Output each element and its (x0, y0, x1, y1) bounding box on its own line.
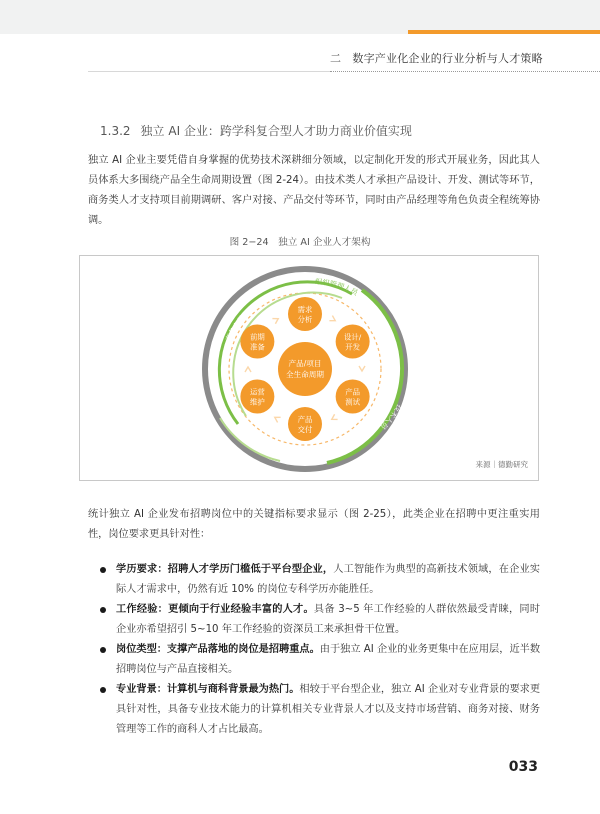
lifecycle-node (288, 407, 322, 441)
lifecycle-node (240, 380, 274, 414)
flow-arrow-icon (273, 415, 280, 423)
item-lead: 岗位类型：支撑产品落地的岗位是招聘重点。 (116, 644, 320, 655)
list-item (100, 560, 540, 600)
lifecycle-node (288, 297, 322, 331)
lifecycle-node-label: 产品 (297, 415, 313, 424)
intro-paragraph: 独立 AI 企业主要凭借自身掌握的优势技术深耕细分领域，以定制化开发的形式开展业务，因此其人员体系大多围绕产品全生命周期设置（图 2-24）。由技术类人才承担产品设计、开发、测试等环节，商务类人才支持项目前期调研、客户对接、产品交付等环节，同时由产品经理等角色负责全程统筹协调。 (88, 155, 540, 226)
item-text: 由于独立 AI 企业的业务更集中在应用层，近半数招聘岗位与产品直接相关。 (116, 644, 541, 675)
lifecycle-node-label: 测试 (345, 397, 361, 407)
center-node (278, 342, 332, 396)
figure-source: 来源｜德勤研究 (475, 460, 528, 469)
list-item (100, 600, 540, 640)
top-banner (0, 0, 600, 34)
item-text: 人工智能作为典型的高新技术领域，在企业实际人才需求中，仍然有近 10% 的岗位专科学历亦能胜任。 (116, 564, 540, 595)
figure-caption: 图 2−24 独立 AI 企业人才架构 (229, 237, 371, 248)
lifecycle-node-label: 开发 (345, 342, 361, 352)
item-lead: 专业背景：计算机与商科背景最为热门。 (116, 684, 300, 695)
item-lead: 工作经验：更倾向于行业经验丰富的人才。 (116, 604, 314, 615)
header-divider (88, 71, 330, 72)
arc-label-technical: 技术人员 (378, 402, 404, 432)
section-number: 1.3.2 (100, 124, 131, 138)
lifecycle-node-label: 准备 (249, 342, 265, 352)
lifecycle-node-label: 前期 (249, 332, 265, 342)
lifecycle-node (336, 325, 370, 359)
lifecycle-node-label: 产品 (345, 387, 361, 397)
center-label-line2: 全生命周期 (286, 370, 324, 379)
list-item (100, 640, 540, 680)
lifecycle-node-label: 设计/ (343, 332, 362, 342)
item-text: 相较于平台型企业，独立 AI 企业对专业背景的要求更具针对性，具备专业技术能力的计算机相关专业背景人才以及支持市场营销、商务对接、财务管理等工作的商科人才占比最高。 (116, 684, 541, 735)
flow-arrow-icon (272, 316, 279, 324)
lifecycle-node (336, 380, 370, 414)
lifecycle-node (240, 325, 274, 359)
center-label-line1: 产品/项目 (288, 359, 322, 368)
flow-arrow-icon (359, 366, 365, 371)
header-rule (330, 71, 600, 72)
figure-box (79, 255, 539, 481)
section-title: 独立 AI 企业：跨学科复合型人才助力商业价值实现 (140, 124, 412, 138)
requirements-list (100, 560, 540, 740)
lifecycle-node-label: 交付 (297, 425, 313, 434)
talent-architecture-diagram (80, 256, 538, 480)
stats-paragraph: 统计独立 AI 企业发布招聘岗位中的关键指标要求显示（图 2-25），此类企业在招聘中更注重实用性，岗位要求更具针对性： (88, 509, 540, 540)
flow-arrow-icon (330, 414, 337, 422)
flow-arrow-icon (329, 316, 336, 324)
arc-label-management: 组织管理人员 (314, 276, 360, 298)
section-heading (100, 122, 412, 139)
item-lead: 学历要求：招聘人才学历门槛低于平台型企业， (116, 564, 334, 575)
list-item (100, 680, 540, 740)
top-banner-accent (408, 30, 600, 34)
lifecycle-node-label: 分析 (297, 315, 313, 324)
item-text: 具备 3~5 年工作经验的人群依然最受青睐，同时企业亦希望招引 5~10 年工作经验的资深员工来承担骨干位置。 (116, 604, 541, 635)
chapter-title: 二 数字产业化企业的行业分析与人才策略 (330, 52, 543, 65)
page-number: 033 (508, 759, 538, 775)
lifecycle-node-label: 运营 (249, 387, 265, 397)
flow-arrow-icon (245, 367, 251, 372)
arc-label-business: 商务人员 (223, 313, 247, 343)
lifecycle-node-label: 维护 (249, 397, 265, 407)
lifecycle-node-label: 需求 (297, 305, 313, 314)
